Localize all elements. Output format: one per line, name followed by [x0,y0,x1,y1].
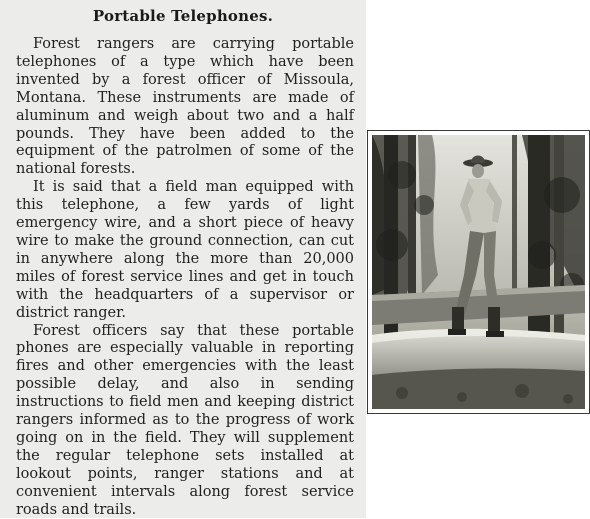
forest-ranger-on-log-photo [372,135,585,409]
article-paragraph-3: Forest officers say that these portable phones are especially valuable in reporting fires and other emergencies with the least possible delay, and also in sending instructions to field men and keeping district rangers informed as to the progress of work going on in the field. They will supplement the regular telephone sets installed at lookout points, ranger stations and at convenient intervals along forest service roads and trails. [16,323,354,519]
ranger-photo [367,130,590,414]
article-title: Portable Telephones. [0,7,366,25]
article-paragraph-2: It is said that a field man equipped with this telephone, a few yards of light emergency wire, and a short piece of heavy wire to make the ground connection, can cut in anywhere along the more than 20,000 miles of forest service lines and get in touch with the headquarters of a supervisor or district ranger. [16,179,354,322]
article-paragraph-1: Forest rangers are carrying portable telephones of a type which have been invented by a forest officer of Missoula, Montana. These instruments are made of aluminum and weigh about two and a half pounds. They have been added to the equipment of the patrolmen of some of the national forests. [16,36,354,179]
article-body [16,36,354,519]
